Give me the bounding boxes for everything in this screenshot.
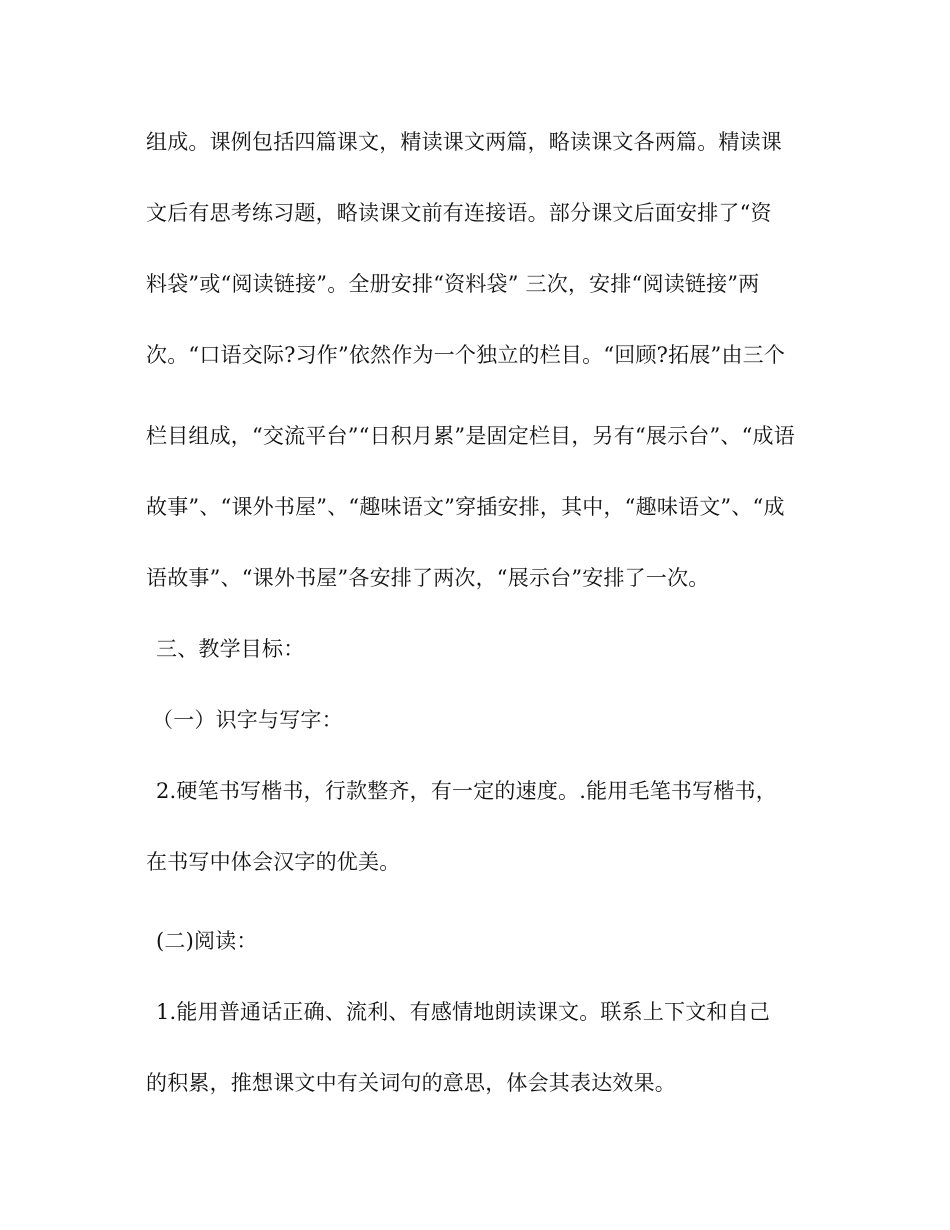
goal-item-2: 2.硬笔书写楷书，行款整齐，有一定的速度。.能用毛笔书写楷书， bbox=[156, 779, 777, 803]
paragraph-line-4: 次。“口语交际?习作”依然作为一个独立的栏目。“回顾?拓展”由三个 bbox=[146, 343, 786, 367]
paragraph-line-3: 料袋”或“阅读链接”。全册安排“资料袋” 三次，安排“阅读链接”两 bbox=[146, 272, 760, 296]
paragraph-line-2: 文后有思考练习题，略读课文前有连接语。部分课文后面安排了“资 bbox=[146, 201, 772, 225]
subheading-literacy-writing: （一）识字与写字： bbox=[152, 708, 343, 732]
goal-item-1: 1.能用普通话正确、流利、有感情地朗读课文。联系上下文和自己 bbox=[156, 1000, 771, 1024]
paragraph-line-7: 语故事”、“课外书屋”各安排了两次，“展示台”安排了一次。 bbox=[146, 566, 710, 590]
goal-item-2-continued: 在书写中体会汉字的优美。 bbox=[146, 850, 401, 874]
paragraph-line-5: 栏目组成，“交流平台”“日积月累”是固定栏目，另有“展示台”、“成语 bbox=[146, 424, 795, 448]
subheading-reading: (二)阅读： bbox=[156, 929, 258, 953]
goal-item-1-continued: 的积累，推想课文中有关词句的意思，体会其表达效果。 bbox=[146, 1071, 676, 1095]
paragraph-line-6: 故事”、“课外书屋”、“趣味语文”穿插安排，其中，“趣味语文”、“成 bbox=[146, 495, 785, 519]
section-heading-teaching-goals: 三、教学目标： bbox=[156, 637, 305, 661]
paragraph-line-1: 组成。课例包括四篇课文，精读课文两篇，略读课文各两篇。精读课 bbox=[146, 130, 782, 154]
